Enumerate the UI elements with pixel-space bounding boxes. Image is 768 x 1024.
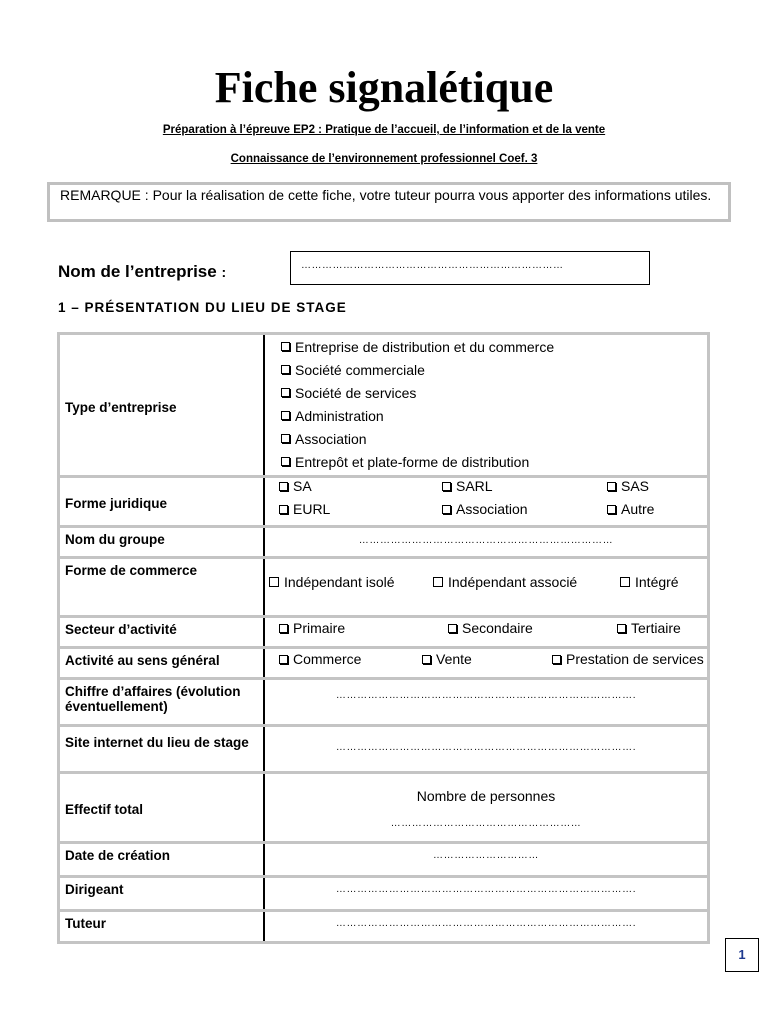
row-label: Type d’entreprise (59, 334, 265, 477)
subtitle-epreuve: Préparation à l’épreuve EP2 : Pratique de l’accueil, de l’information et de la vente (162, 124, 606, 136)
checkbox-icon[interactable] (552, 655, 561, 664)
table-row (59, 527, 709, 558)
checkbox-icon[interactable] (422, 655, 431, 664)
row-value (264, 648, 709, 679)
checkbox-option[interactable]: Vente (422, 651, 472, 667)
table-row (59, 617, 709, 648)
checkbox-icon[interactable] (279, 655, 288, 664)
table-row (59, 648, 709, 679)
checkbox-icon[interactable] (281, 388, 290, 397)
table-row (59, 911, 709, 943)
row-value[interactable]: …………………………………………………………………………. (264, 877, 709, 911)
table-row (59, 773, 709, 843)
row-value[interactable]: ……………………………………………………………… (264, 527, 709, 558)
checkbox-option[interactable]: Prestation de services (552, 651, 704, 667)
checkbox-icon[interactable] (448, 624, 457, 633)
checkbox-option[interactable]: Indépendant isolé (269, 574, 395, 590)
checkbox-option[interactable]: SA (279, 478, 312, 494)
checkbox-icon[interactable] (279, 624, 288, 633)
row-value[interactable]: …………………………………………………………………………. (335, 918, 637, 929)
table-row (59, 877, 709, 911)
row-label: Dirigeant (59, 877, 265, 911)
checkbox-option[interactable]: Société commerciale (281, 358, 707, 381)
company-name-field[interactable]: ………………………………………………………………… (290, 251, 650, 285)
checkbox-option[interactable]: Entreprise de distribution et du commerce (281, 335, 707, 358)
page-number: 1 (725, 938, 759, 972)
subtitle-connaissance: Connaissance de l’environnement professionnel Coef. 3 (230, 153, 538, 165)
checkbox-icon[interactable] (281, 411, 290, 420)
section-heading: 1 – PRÉSENTATION DU LIEU DE STAGE (58, 300, 347, 315)
table-row (59, 843, 709, 877)
checkbox-option[interactable]: Primaire (279, 620, 345, 636)
info-table (57, 332, 710, 944)
checkbox-option[interactable]: EURL (279, 501, 330, 517)
row-label: Site internet du lieu de stage (59, 726, 265, 773)
checkbox-icon[interactable] (281, 365, 290, 374)
row-value[interactable]: ………………………… (264, 843, 709, 877)
table-row (59, 477, 709, 527)
checkbox-icon[interactable] (279, 482, 288, 491)
checkbox-icon[interactable] (281, 457, 290, 466)
checkbox-option[interactable]: Société de services (281, 381, 707, 404)
row-value (264, 477, 709, 527)
checkbox-icon[interactable] (281, 342, 290, 351)
row-value[interactable]: …………………………………………………………………………. (264, 679, 709, 726)
checkbox-icon[interactable] (433, 577, 443, 587)
company-name-label: Nom de l’entreprise : (58, 262, 227, 281)
page-title: Fiche signalétique (214, 63, 554, 112)
checkbox-icon[interactable] (607, 482, 616, 491)
checkbox-option[interactable]: Indépendant associé (433, 574, 577, 590)
row-value (264, 617, 709, 648)
checkbox-option[interactable]: SAS (607, 478, 649, 494)
table-row (59, 726, 709, 773)
row-value (264, 558, 709, 617)
checkbox-icon[interactable] (607, 505, 616, 514)
checkbox-icon[interactable] (269, 577, 279, 587)
row-label: Nom du groupe (59, 527, 265, 558)
row-value[interactable]: …………………………………………………………………………. (264, 726, 709, 773)
checkbox-option[interactable]: Administration (281, 404, 707, 427)
checkbox-option[interactable]: Association (442, 501, 528, 517)
checkbox-option[interactable]: SARL (442, 478, 493, 494)
row-label: Tuteur (59, 911, 265, 943)
checkbox-option[interactable]: Entrepôt et plate-forme de distribution (281, 450, 707, 473)
row-value (264, 334, 709, 477)
row-label: Forme de commerce (59, 558, 265, 617)
table-row (59, 558, 709, 617)
row-label: Effectif total (59, 773, 265, 843)
checkbox-option[interactable]: Tertiaire (617, 620, 681, 636)
remark-box: REMARQUE : Pour la réalisation de cette fiche, votre tuteur pourra vous apporter des informations utiles. (47, 182, 731, 222)
table-row (59, 334, 709, 477)
row-value[interactable]: Nombre de personnes ……………………………………………… (264, 773, 709, 843)
checkbox-option[interactable]: Secondaire (448, 620, 533, 636)
checkbox-icon[interactable] (281, 434, 290, 443)
row-label: Forme juridique (59, 477, 265, 527)
checkbox-icon[interactable] (620, 577, 630, 587)
checkbox-icon[interactable] (442, 482, 451, 491)
checkbox-icon[interactable] (442, 505, 451, 514)
checkbox-icon[interactable] (279, 505, 288, 514)
row-label: Date de création (59, 843, 265, 877)
row-label: Activité au sens général (59, 648, 265, 679)
checkbox-option[interactable]: Intégré (620, 574, 679, 590)
checkbox-icon[interactable] (617, 624, 626, 633)
row-label: Chiffre d’affaires (évolution éventuellement) (59, 679, 265, 726)
row-label: Secteur d’activité (59, 617, 265, 648)
checkbox-option[interactable]: Autre (607, 501, 654, 517)
checkbox-option[interactable]: Commerce (279, 651, 361, 667)
table-row (59, 679, 709, 726)
checkbox-option[interactable]: Association (281, 427, 707, 450)
